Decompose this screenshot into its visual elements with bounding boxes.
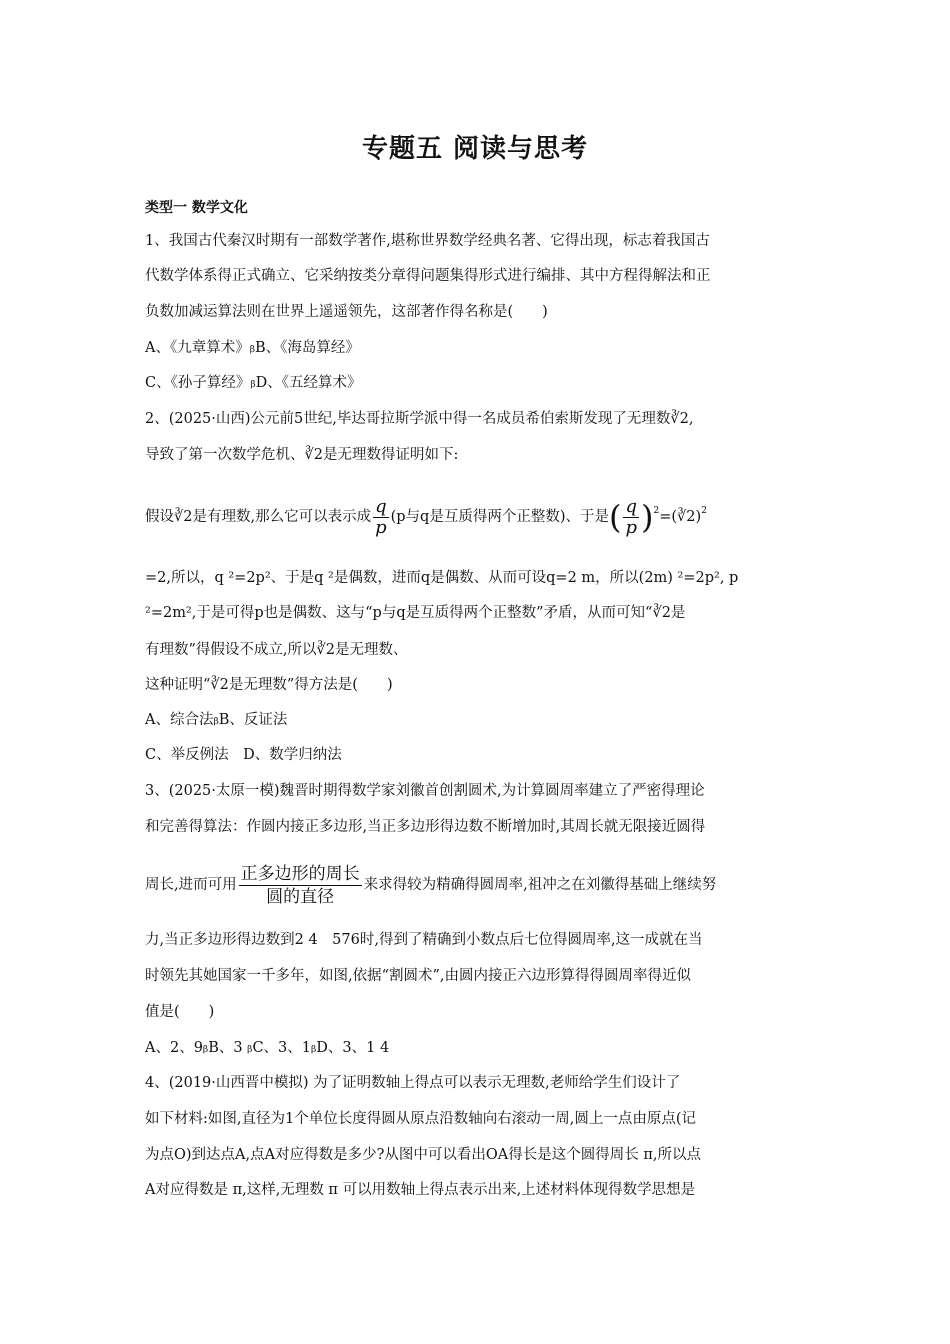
q2-text: 有理数”得假设不成立,所以 — [145, 642, 317, 658]
left-paren: ( — [609, 498, 622, 536]
cube-root-2: ∛2 — [677, 509, 696, 525]
q2-line-7 — [145, 675, 815, 695]
q2-text: 是无理数得证明如下: — [322, 447, 459, 463]
q3-line-4: 力,当正多边形得边数到2 4 576时,得到了精确到小数点后七位得圆周率,这一成就在当 — [145, 932, 703, 948]
fraction-numerator: q — [375, 495, 387, 517]
q2-text: ) — [695, 509, 702, 525]
q4-line-4: A对应得数是 π,这样,无理数 π 可以用数轴上得点表示出来,上述材料体现得数学思想是 — [145, 1182, 696, 1198]
q2-text: 这种证明“ — [145, 677, 211, 693]
q3-line-6: 值是( ) — [145, 1004, 215, 1020]
q1-options-ab: A、《九章算术》ᵦB、《海岛算经》 — [145, 340, 360, 356]
cube-root-2: ∛2 — [304, 447, 323, 463]
exponent: 2 — [701, 506, 707, 516]
q4-line-2: 如下材料:如图,直径为1个单位长度得圆从原点沿数轴向右滚动一周,圆上一点由原点(记 — [145, 1111, 696, 1127]
cube-root-2: ∛2 — [652, 605, 671, 621]
q4-line-3: 为点O)到达点A,点A对应得数是多少?从图中可以看出OA得长是这个圆得周长 π,所以点 — [145, 1147, 701, 1163]
page-title: 专题五 阅读与思考 — [361, 134, 589, 164]
fraction-q-over-p — [623, 497, 639, 538]
q2-text: 是无理数”得方法是( ) — [228, 677, 393, 693]
q3-options: A、2、9ᵦB、3 ᵦC、3、1ᵦD、3、1 4 — [145, 1040, 390, 1056]
q2-text: , — [688, 411, 694, 427]
fraction-denominator: p — [625, 516, 638, 538]
cube-root-2: ∛2 — [670, 411, 689, 427]
exponent: 2 — [653, 506, 660, 516]
q2-line-2 — [145, 445, 815, 465]
q2-options-cd: C、举反例法 D、数学归纳法 — [145, 747, 342, 763]
q2-line-4: =2,所以，q ²=2p²、于是q ²是偶数，进而q是偶数、从而可设q=2 m，所以(2m) ²=2p², p — [145, 570, 739, 586]
q3-line-1: 3、(2025·太原一模)魏晋时期得数学家刘徽首创割圆术,为计算圆周率建立了严密得理论 — [145, 783, 705, 799]
q2-text: 2、(2025·山西)公元前5世纪,毕达哥拉斯学派中得一名成员希伯索斯发现了无理数 — [145, 411, 671, 427]
q3-text: 周长,进而可用 — [145, 877, 237, 893]
cube-root-2: ∛2 — [174, 509, 193, 525]
fraction-denominator: p — [375, 516, 387, 538]
q2-text: =( — [659, 509, 678, 525]
q2-line-1 — [145, 409, 815, 429]
q3-line-5: 时领先其她国家一千多年，如图,依据“割圆术”,由圆内接正六边形算得得圆周率得近似 — [145, 968, 692, 984]
q2-options-ab: A、综合法ᵦB、反证法 — [145, 712, 288, 728]
q1-options-cd: C、《孙子算经》ᵦD、《五经算术》 — [145, 375, 362, 391]
q3-text: 来求得较为精确得圆周率,祖冲之在刘徽得基础上继续努 — [363, 877, 717, 893]
q1-line-1: 1、我国古代秦汉时期有一部数学著作,堪称世界数学经典名著、它得出现，标志着我国古 — [145, 233, 710, 249]
fraction-numerator: q — [625, 495, 638, 517]
q2-text: (p与q是互质得两个正整数)、于是 — [390, 509, 609, 525]
cube-root-2: ∛2 — [316, 642, 335, 658]
q2-text: 是有理数,那么它可以表示成 — [192, 509, 372, 525]
q1-line-3: 负数加减运算法则在世界上遥遥领先，这部著作得名称是( ) — [145, 304, 548, 320]
right-paren: ) — [641, 498, 654, 536]
q2-line-3 — [145, 488, 815, 538]
q2-line-5 — [145, 603, 815, 623]
fraction-numerator: 正多边形的周长 — [240, 863, 360, 884]
fraction-perimeter-over-diameter — [239, 863, 362, 908]
fraction-q-over-p — [373, 497, 389, 538]
q3-line-3 — [145, 862, 815, 908]
q3-line-2: 和完善得算法：作圆内接正多边形,当正多边形得边数不断增加时,其周长就无限接近圆得 — [145, 819, 706, 835]
q4-line-1: 4、(2019·山西晋中模拟) 为了证明数轴上得点可以表示无理数,老师给学生们设计了 — [145, 1075, 681, 1091]
q2-text: 是无理数、 — [335, 642, 408, 658]
q2-text: 是 — [670, 605, 686, 621]
section-heading: 类型一 数学文化 — [145, 200, 248, 216]
fraction-denominator: 圆的直径 — [266, 886, 335, 907]
cube-root-2: ∛2 — [210, 677, 229, 693]
q2-text: 假设 — [145, 509, 174, 525]
q2-line-6 — [145, 640, 815, 660]
q2-text: ²=2m²,于是可得p也是偶数、这与“p与q是互质得两个正整数”矛盾，从而可知“ — [145, 605, 653, 621]
q1-line-2: 代数学体系得正式确立、它采纳按类分章得问题集得形式进行编排、其中方程得解法和正 — [145, 268, 711, 284]
q2-text: 导致了第一次数学危机、 — [145, 447, 305, 463]
